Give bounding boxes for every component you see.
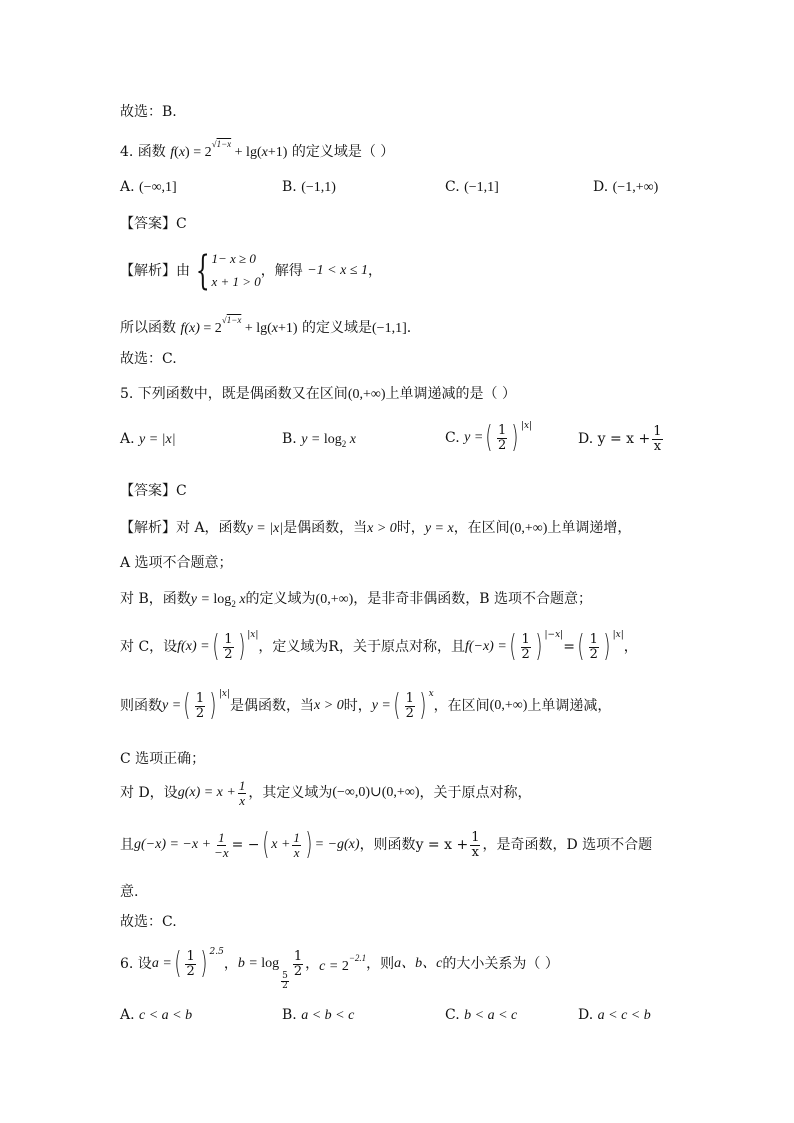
formula: $f(x) = 2^{√1-x} + \lg(x+1)$: [170, 139, 288, 160]
analysis-5-a: 【解析】对 A，函数y = |x|是偶函数，当x > 0时，y = x，在区间(0,+∞)上单调递增，: [120, 520, 632, 536]
pick-5: 故选：C.: [120, 914, 177, 930]
analysis-5-c: 对 C，设f(x) =( $\frac{1}{2}$ ) $^{|x|}$，定义域为R，关于原点对称，且f(−x) =( $\frac{1}{2}$ ) $^{|-x|}$=( $\frac{1}{2}$ ) $^{|x|}$，: [120, 629, 638, 664]
answer-5: 【答案】C: [120, 483, 187, 499]
option-d: D. y = x + $\frac{1}{x}$: [578, 424, 662, 454]
option-a: A. y = |x|: [120, 431, 176, 447]
analysis-5-d: 对 D，设g(x) = x + $\frac{1}{x}$ ，其定义域为(−∞,0)∪(0,+∞)，关于原点对称，: [120, 778, 532, 808]
answer-4: 【答案】C: [120, 216, 187, 232]
analysis-5-c2: 则函数y =( $\frac{1}{2}$ ) $^{|x|}$是偶函数，当x > 0时，y =( $\frac{1}{2}$ ) $^x$，在区间(0,+∞)上单调递减，: [120, 688, 612, 723]
option-c: C. b < a < c: [445, 1007, 518, 1023]
question-4: [120, 140, 394, 160]
question-text: 的定义域是（ ）: [291, 144, 395, 160]
question-6: 6. 设a =( $\frac{1}{2}$ ) $^{2.5}$，b = log $\frac{5}{2}$ $\frac{1}{2}$ ，$c = 2^{-2.1}$，则a、b、c的大小关系为（ ）: [120, 946, 559, 992]
analysis-5-d3: 意.: [120, 884, 139, 900]
analysis-5-a2: A 选项不合题意；: [120, 555, 233, 571]
option-c: C. y =( $\frac{1}{2}$ ) $^{|x|}$: [445, 420, 533, 455]
analysis-5-c3: C 选项正确；: [120, 751, 206, 767]
conclusion-4: 所以函数 $f(x) = 2^{√1-x} + \lg(x+1)$ 的定义域是(−1,1].: [120, 315, 412, 336]
pick-4: 故选：C.: [120, 351, 177, 367]
analysis-5-d2: 且g(−x) = −x + $\frac{1}{-x}$ = −( x + $\frac{1}{x}$ ) = −g(x)，则函数y = x + $\frac{1}{x}$ ，是奇函数，D 选项不合题: [120, 827, 653, 862]
option-c: C. (−1,1]: [445, 179, 499, 195]
option-b: B. $y = \log_2 x$: [282, 431, 356, 449]
option-b: B. (−1,1): [282, 179, 336, 195]
analysis-5-b: 对 B，函数$y = \log_2 x$的定义域为(0,+∞)，是非奇非偶函数，B 选项不合题意；: [120, 591, 592, 609]
question-number: 4. 函数: [120, 144, 166, 160]
option-b: B. a < b < c: [282, 1007, 355, 1023]
conclusion-text: 故选：B.: [120, 104, 177, 120]
analysis-4: 【解析】由 { 1− x ≥ 0 x + 1 > 0 ，解得 −1 < x ≤ 1，: [120, 247, 383, 294]
option-a: A. c < a < b: [120, 1007, 193, 1023]
option-d: D. a < c < b: [578, 1007, 651, 1023]
question-5: 5. 下列函数中，既是偶函数又在区间(0,+∞)上单调递减的是（ ）: [120, 386, 516, 402]
option-a: A. (−∞,1]: [120, 179, 177, 195]
text-line: [120, 105, 177, 119]
option-d: D. (−1,+∞): [593, 179, 659, 195]
